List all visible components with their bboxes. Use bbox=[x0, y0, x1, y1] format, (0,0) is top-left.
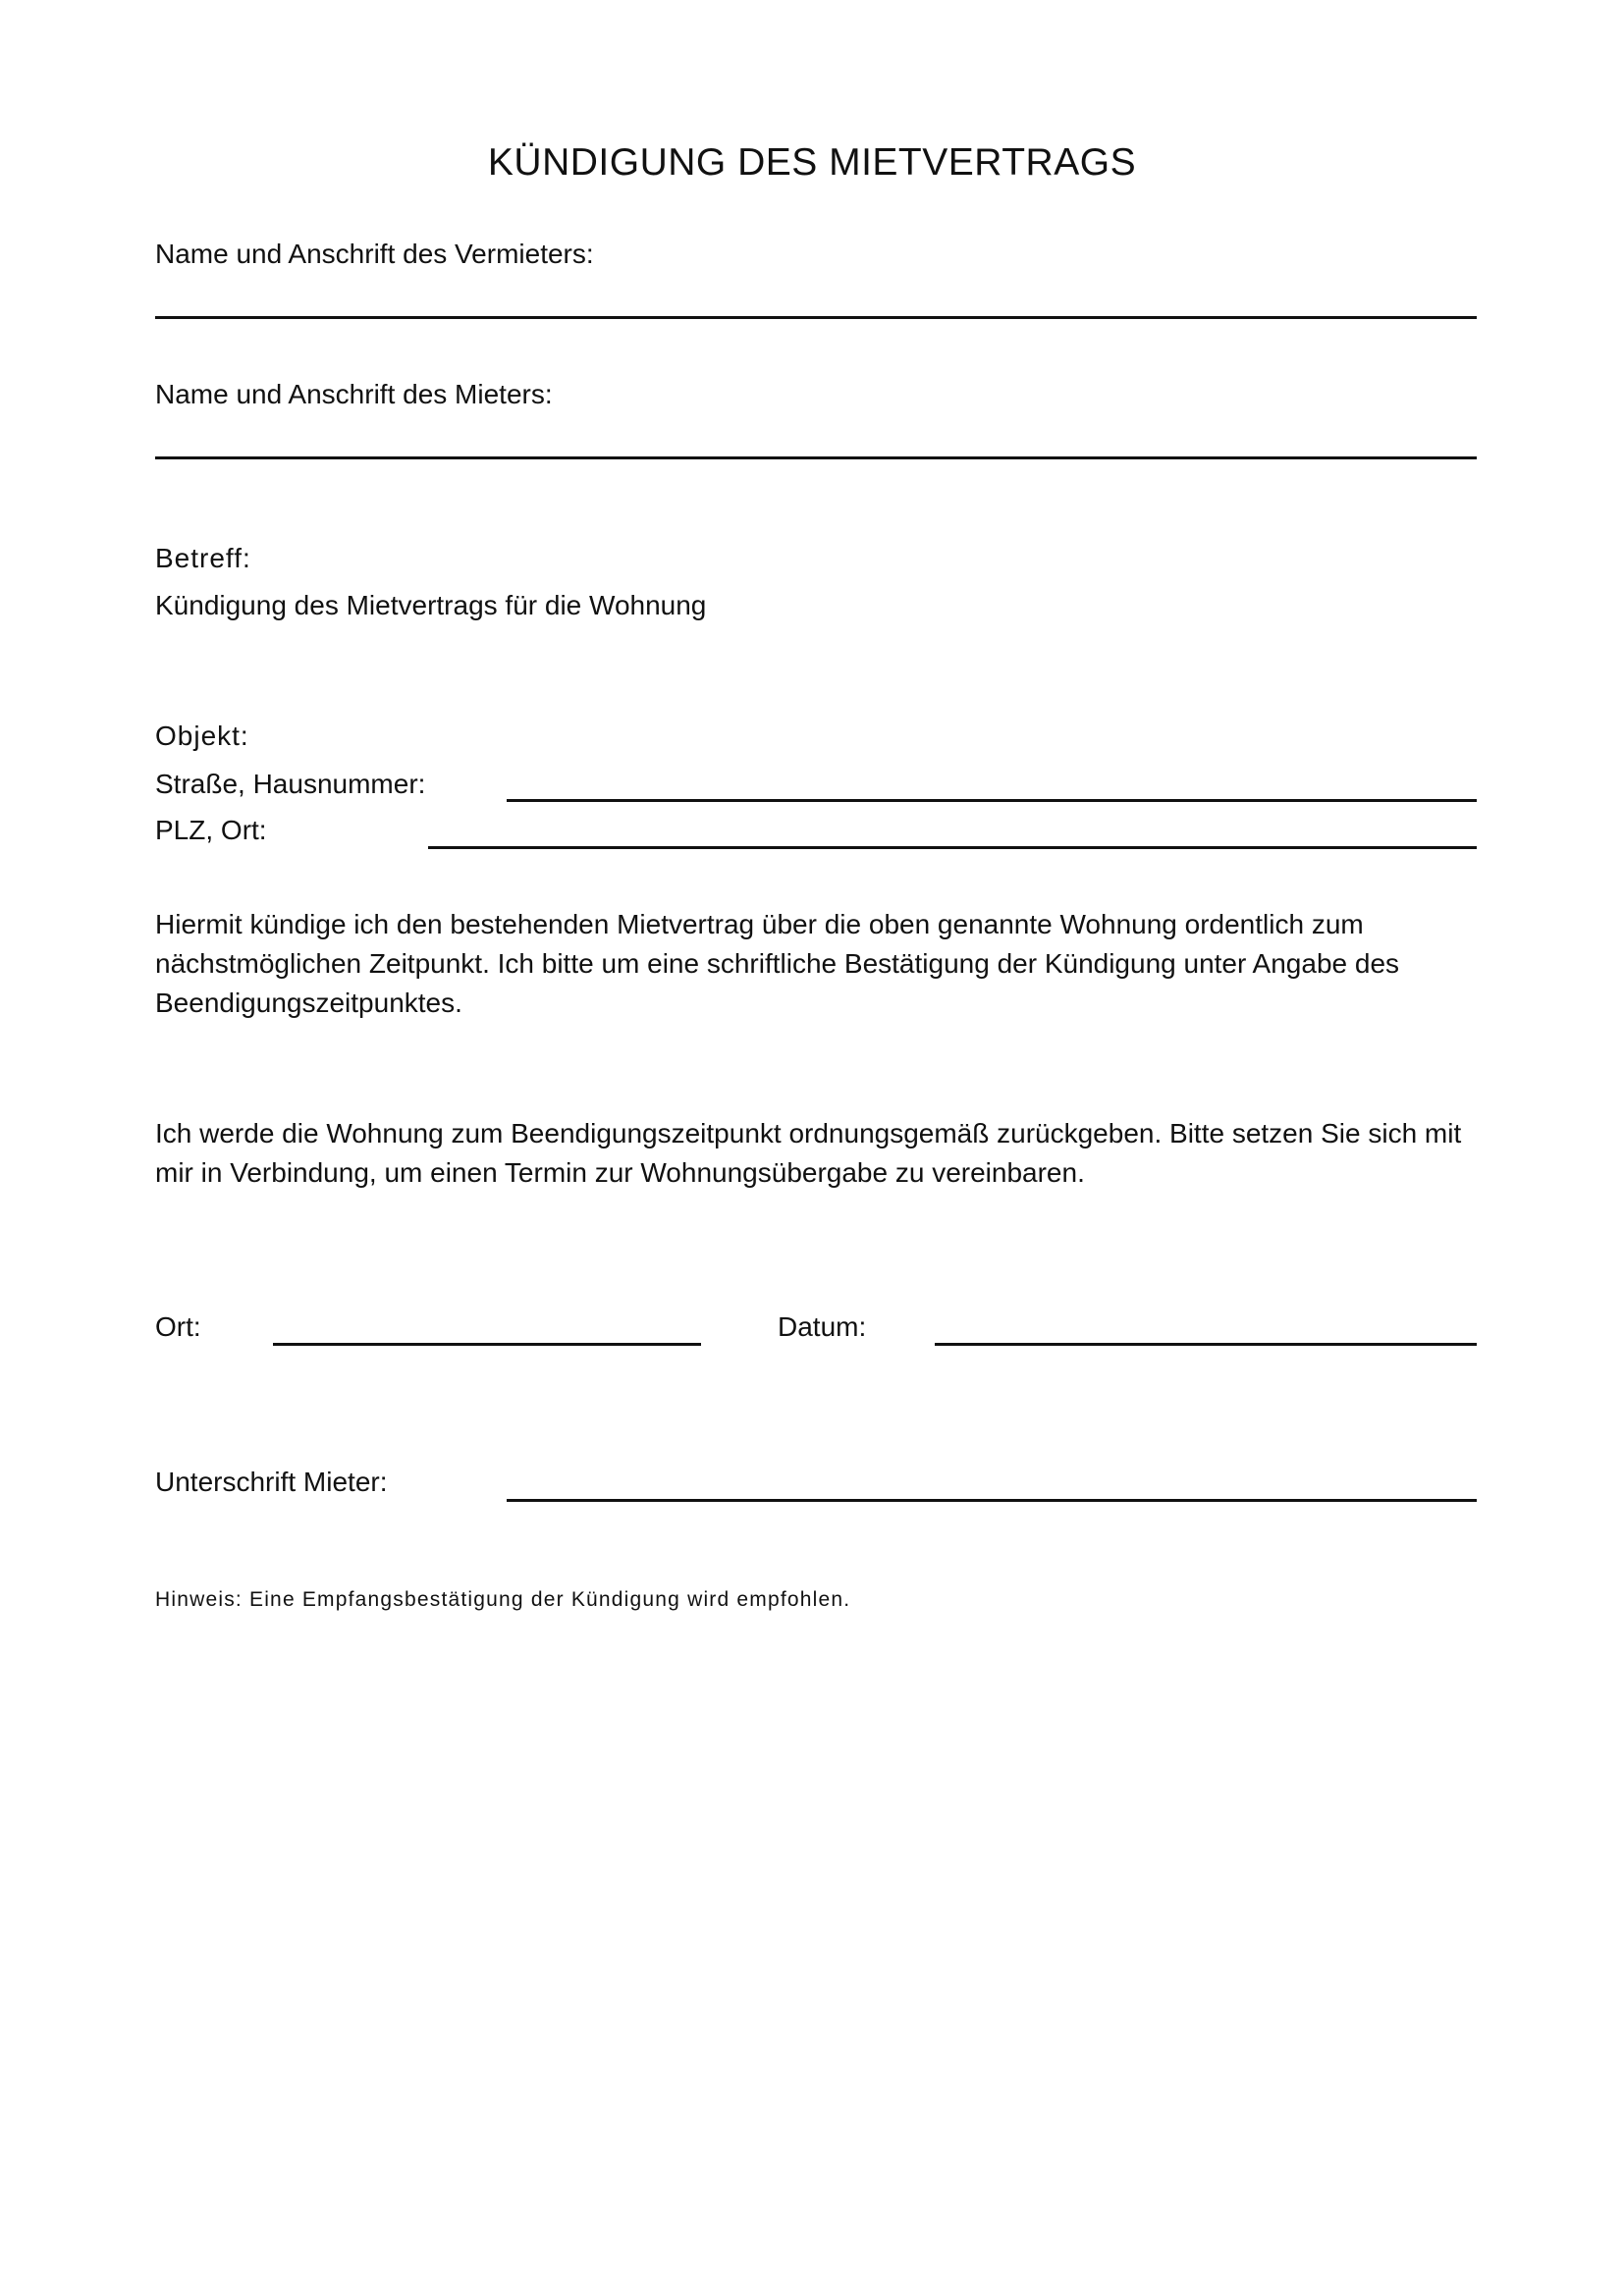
place-label: Ort: bbox=[155, 1311, 201, 1342]
date-fill-line[interactable] bbox=[935, 1343, 1477, 1346]
subject-text: Kündigung des Mietvertrags für die Wohnung bbox=[155, 590, 707, 620]
signature-label: Unterschrift Mieter: bbox=[155, 1467, 388, 1497]
signature-fill-line[interactable] bbox=[507, 1499, 1477, 1502]
date-label: Datum: bbox=[778, 1311, 867, 1342]
subject-label: Betreff: bbox=[155, 543, 251, 573]
tenant-fill-line[interactable] bbox=[155, 456, 1477, 459]
zip-city-label: PLZ, Ort: bbox=[155, 815, 267, 845]
landlord-fill-line[interactable] bbox=[155, 316, 1477, 319]
zip-city-fill-line[interactable] bbox=[428, 846, 1477, 849]
street-fill-line[interactable] bbox=[507, 799, 1477, 802]
object-label: Objekt: bbox=[155, 721, 249, 751]
tenant-label: Name und Anschrift des Mieters: bbox=[155, 379, 553, 409]
place-fill-line[interactable] bbox=[273, 1343, 701, 1346]
note-text: Hinweis: Eine Empfangsbestätigung der Kündigung wird empfohlen. bbox=[155, 1588, 851, 1611]
landlord-label: Name und Anschrift des Vermieters: bbox=[155, 239, 594, 269]
document-title: KÜNDIGUNG DES MIETVERTRAGS bbox=[487, 141, 1137, 185]
termination-paragraph: Hiermit kündige ich den bestehenden Mietvertrag über die oben genannte Wohnung ordentlich zum nächstmöglichen Zeitpunkt. Ich bitte um eine schriftliche Bestätigung der Kündigung unter Angabe des Beendigungszeitpunktes. bbox=[155, 909, 1400, 1018]
handover-paragraph: Ich werde die Wohnung zum Beendigungszeitpunkt ordnungsgemäß zurückgeben. Bitte setzen Sie sich mit mir in Verbindung, um einen Termin zur Wohnungsübergabe zu vereinbaren. bbox=[155, 1118, 1462, 1188]
street-label: Straße, Hausnummer: bbox=[155, 769, 426, 799]
